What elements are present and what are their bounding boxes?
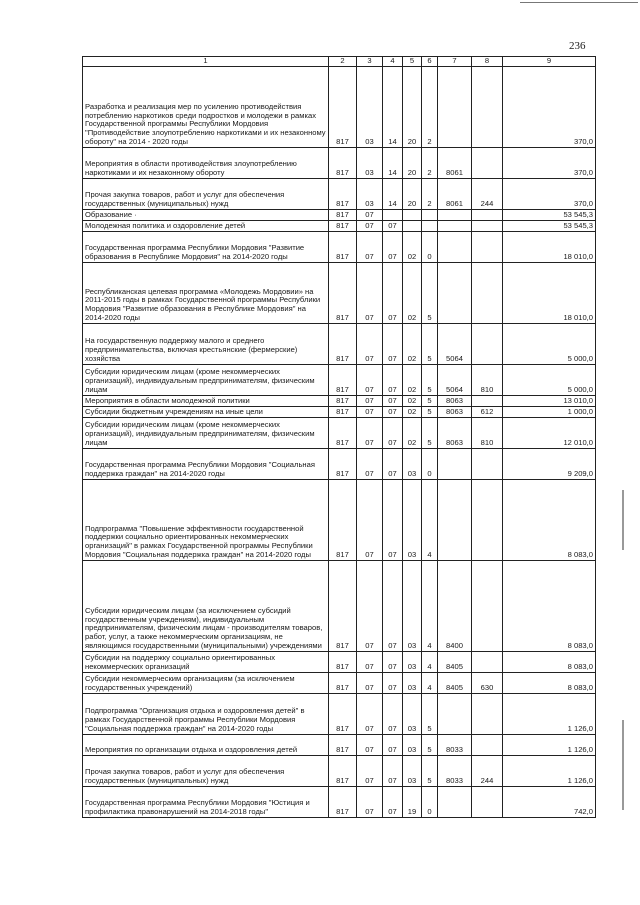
row-program-code: 03 [403,756,422,787]
table-row [83,418,596,449]
row-section-code: 07 [357,210,383,221]
row-direction-code: 8063 [438,418,472,449]
table-row [83,407,596,418]
row-name: Субсидии юридическим лицам (за исключением субсидий государственным учреждениям), индивидуальным предпринимателям, физическим лицам - производителям товаров, работ, услуг, а также некоммерческим организациям, не являющимся государственными (муниципальными) учреждениями [83,561,329,652]
row-subprogram-code: 4 [422,480,438,561]
row-amount: 1 126,0 [503,735,596,756]
column-header: 7 [438,57,472,67]
row-subprogram-code: 5 [422,407,438,418]
column-header: 8 [472,57,503,67]
table-row [83,673,596,694]
table-row [83,365,596,396]
row-section-code: 07 [357,407,383,418]
row-subsection-code: 07 [383,561,403,652]
row-admin-code: 817 [329,396,357,407]
row-subprogram-code: 2 [422,179,438,210]
row-name: Прочая закупка товаров, работ и услуг для обеспечения государственных (муниципальных) нужд [83,756,329,787]
row-name: Государственная программа Республики Мордовия "Юстиция и профилактика правонарушений на 2014-2018 годы" [83,787,329,818]
row-program-code: 20 [403,148,422,179]
row-subsection-code: 07 [383,694,403,735]
table-row [83,396,596,407]
row-subsection-code: 14 [383,148,403,179]
row-program-code: 02 [403,407,422,418]
row-subprogram-code: 5 [422,418,438,449]
row-direction-code [438,67,472,148]
row-program-code: 03 [403,735,422,756]
row-expense-type [472,148,503,179]
page-number: 236 [569,40,586,52]
row-amount: 13 010,0 [503,396,596,407]
row-amount: 5 000,0 [503,324,596,365]
row-expense-type: 810 [472,365,503,396]
row-name: Субсидии юридическим лицам (кроме некоммерческих организаций), индивидуальным предпринимателям, физическим лицам [83,365,329,396]
row-admin-code: 817 [329,365,357,396]
row-subprogram-code [422,210,438,221]
row-subsection-code: 14 [383,179,403,210]
row-expense-type: 612 [472,407,503,418]
row-direction-code: 8400 [438,561,472,652]
row-subprogram-code: 4 [422,673,438,694]
row-expense-type [472,652,503,673]
row-expense-type [472,480,503,561]
row-section-code: 07 [357,787,383,818]
row-expense-type [472,449,503,480]
row-subprogram-code: 5 [422,694,438,735]
table-row [83,694,596,735]
row-amount: 370,0 [503,148,596,179]
row-subsection-code: 07 [383,449,403,480]
row-admin-code: 817 [329,694,357,735]
row-direction-code: 8405 [438,652,472,673]
row-amount: 8 083,0 [503,480,596,561]
row-section-code: 07 [357,365,383,396]
budget-table [82,56,596,818]
row-expense-type: 630 [472,673,503,694]
row-direction-code: 5064 [438,365,472,396]
row-direction-code [438,694,472,735]
table-row [83,179,596,210]
row-admin-code: 817 [329,480,357,561]
row-section-code: 07 [357,263,383,324]
table-body [83,67,596,818]
row-direction-code [438,232,472,263]
row-subsection-code: 07 [383,221,403,232]
row-section-code: 07 [357,418,383,449]
row-name: Подпрограмма "Организация отдыха и оздоровления детей" в рамках Государственной программы Республики Мордовия "Социальная поддержка граждан" на 2014-2020 годы [83,694,329,735]
scan-edge-mark [622,490,624,550]
row-program-code: 02 [403,324,422,365]
row-section-code: 07 [357,396,383,407]
row-admin-code: 817 [329,148,357,179]
row-subprogram-code [422,221,438,232]
row-subprogram-code: 4 [422,652,438,673]
row-program-code: 02 [403,418,422,449]
row-admin-code: 817 [329,221,357,232]
row-program-code: 03 [403,449,422,480]
row-expense-type [472,232,503,263]
row-program-code: 02 [403,263,422,324]
row-admin-code: 817 [329,263,357,324]
table-row [83,756,596,787]
table-row [83,221,596,232]
row-subsection-code: 07 [383,735,403,756]
row-program-code: 02 [403,365,422,396]
row-expense-type [472,787,503,818]
row-subprogram-code: 2 [422,67,438,148]
row-subprogram-code: 0 [422,232,438,263]
row-amount: 1 126,0 [503,694,596,735]
row-admin-code: 817 [329,232,357,263]
row-program-code: 03 [403,673,422,694]
row-program-code: 03 [403,694,422,735]
row-subsection-code: 07 [383,418,403,449]
row-subsection-code: 07 [383,396,403,407]
row-subsection-code: 07 [383,673,403,694]
row-name: Субсидии бюджетным учреждениям на иные цели [83,407,329,418]
row-section-code: 07 [357,673,383,694]
row-admin-code: 817 [329,67,357,148]
row-section-code: 03 [357,148,383,179]
row-program-code: 02 [403,232,422,263]
row-subsection-code: 07 [383,756,403,787]
row-admin-code: 817 [329,407,357,418]
row-section-code: 07 [357,694,383,735]
row-direction-code: 8063 [438,407,472,418]
row-admin-code: 817 [329,561,357,652]
row-section-code: 07 [357,480,383,561]
row-direction-code: 8033 [438,735,472,756]
row-admin-code: 817 [329,324,357,365]
row-amount: 370,0 [503,67,596,148]
row-name: Субсидии юридическим лицам (кроме некоммерческих организаций), индивидуальным предпринимателям, физическим лицам [83,418,329,449]
row-name: Мероприятия в области противодействия злоупотреблению наркотиками и их незаконному обороту [83,148,329,179]
row-name: Государственная программа Республики Мордовия "Развитие образования в Республике Мордовия" на 2014-2020 годы [83,232,329,263]
row-expense-type [472,221,503,232]
table-row [83,735,596,756]
column-header: 1 [83,57,329,67]
row-direction-code [438,480,472,561]
row-subsection-code: 07 [383,407,403,418]
row-program-code: 02 [403,396,422,407]
scan-top-marks [520,2,638,5]
row-section-code: 03 [357,179,383,210]
row-name: Молодежная политика и оздоровление детей [83,221,329,232]
row-expense-type: 810 [472,418,503,449]
table-row [83,480,596,561]
row-direction-code: 8405 [438,673,472,694]
row-amount: 370,0 [503,179,596,210]
row-subsection-code: 07 [383,365,403,396]
row-direction-code: 8063 [438,396,472,407]
row-name: Субсидии на поддержку социально ориентированных некоммерческих организаций [83,652,329,673]
row-subprogram-code: 5 [422,263,438,324]
row-expense-type [472,324,503,365]
table-row [83,67,596,148]
row-section-code: 07 [357,756,383,787]
row-admin-code: 817 [329,756,357,787]
row-subsection-code: 07 [383,480,403,561]
row-name: Мероприятия по организации отдыха и оздоровления детей [83,735,329,756]
row-program-code: 20 [403,179,422,210]
row-subprogram-code: 5 [422,756,438,787]
row-direction-code [438,210,472,221]
table-row [83,148,596,179]
row-amount: 53 545,3 [503,221,596,232]
column-header: 6 [422,57,438,67]
row-admin-code: 817 [329,652,357,673]
row-expense-type [472,396,503,407]
row-name: Подпрограмма "Повышение эффективности государственной поддержки социально ориентированных некоммерческих организаций" в рамках Государственной программы Республики Мордовия "Социальная поддержка граждан" на 2014-2020 годы [83,480,329,561]
row-name: Государственная программа Республики Мордовия "Социальная поддержка граждан" на 2014-2020 годы [83,449,329,480]
table-header-row [83,57,596,67]
row-amount: 5 000,0 [503,365,596,396]
row-section-code: 03 [357,67,383,148]
row-program-code: 03 [403,480,422,561]
row-section-code: 07 [357,221,383,232]
row-amount: 8 083,0 [503,561,596,652]
row-admin-code: 817 [329,210,357,221]
row-direction-code: 8061 [438,148,472,179]
table-row [83,324,596,365]
row-expense-type [472,561,503,652]
table-row [83,787,596,818]
row-program-code: 20 [403,67,422,148]
column-header: 9 [503,57,596,67]
row-direction-code [438,221,472,232]
row-amount: 1 126,0 [503,756,596,787]
column-header: 2 [329,57,357,67]
row-section-code: 07 [357,561,383,652]
row-amount: 9 209,0 [503,449,596,480]
row-subprogram-code: 5 [422,735,438,756]
row-expense-type [472,735,503,756]
row-name: Мероприятия в области молодежной политики [83,396,329,407]
row-direction-code: 5064 [438,324,472,365]
row-expense-type [472,67,503,148]
row-subsection-code: 07 [383,652,403,673]
row-expense-type: 244 [472,179,503,210]
row-subprogram-code: 5 [422,365,438,396]
row-expense-type: 244 [472,756,503,787]
row-direction-code [438,787,472,818]
row-subprogram-code: 0 [422,787,438,818]
row-program-code: 19 [403,787,422,818]
row-section-code: 07 [357,735,383,756]
row-amount: 18 010,0 [503,232,596,263]
row-direction-code [438,263,472,324]
row-subprogram-code: 0 [422,449,438,480]
column-header: 4 [383,57,403,67]
row-name: Прочая закупка товаров, работ и услуг для обеспечения государственных (муниципальных) нужд [83,179,329,210]
row-expense-type [472,210,503,221]
row-amount: 742,0 [503,787,596,818]
row-amount: 18 010,0 [503,263,596,324]
row-amount: 8 083,0 [503,673,596,694]
row-expense-type [472,694,503,735]
row-admin-code: 817 [329,449,357,480]
table-row [83,263,596,324]
row-name: Образование · [83,210,329,221]
row-name: Субсидии некоммерческим организациям (за исключением государственных учреждений) [83,673,329,694]
row-program-code: 03 [403,561,422,652]
row-direction-code: 8061 [438,179,472,210]
row-section-code: 07 [357,232,383,263]
row-name: На государственную поддержку малого и среднего предпринимательства, включая крестьянские (фермерские) хозяйства [83,324,329,365]
row-section-code: 07 [357,652,383,673]
row-section-code: 07 [357,449,383,480]
row-amount: 8 083,0 [503,652,596,673]
row-program-code: 03 [403,652,422,673]
row-direction-code [438,449,472,480]
row-subsection-code: 07 [383,232,403,263]
row-subprogram-code: 5 [422,324,438,365]
row-subprogram-code: 5 [422,396,438,407]
row-expense-type [472,263,503,324]
row-admin-code: 817 [329,735,357,756]
row-subsection-code: 07 [383,324,403,365]
row-admin-code: 817 [329,673,357,694]
column-header: 3 [357,57,383,67]
scan-edge-mark [622,720,624,810]
row-amount: 1 000,0 [503,407,596,418]
row-subprogram-code: 4 [422,561,438,652]
row-subsection-code: 07 [383,263,403,324]
row-name: Республиканская целевая программа «Молодежь Мордовии» на 2011-2015 годы в рамках Государственной программы Республики Мордовия "Развитие образования в Республике Мордовия" на 2014-2020 годы [83,263,329,324]
table-row [83,449,596,480]
row-subsection-code: 14 [383,67,403,148]
table-row [83,652,596,673]
row-amount: 53 545,3 [503,210,596,221]
row-admin-code: 817 [329,179,357,210]
table-row [83,232,596,263]
row-amount: 12 010,0 [503,418,596,449]
table-row [83,561,596,652]
row-admin-code: 817 [329,787,357,818]
row-subsection-code: 07 [383,787,403,818]
row-section-code: 07 [357,324,383,365]
row-name: Разработка и реализация мер по усилению противодействия потреблению наркотиков среди подростков и молодежи в рамках Государственной программы Республики Мордовия "Противодействие злоупотреблению наркотиками и их незаконному обороту" на 2014 - 2020 годы [83,67,329,148]
row-subsection-code [383,210,403,221]
row-program-code [403,210,422,221]
row-admin-code: 817 [329,418,357,449]
table-row [83,210,596,221]
row-program-code [403,221,422,232]
row-direction-code: 8033 [438,756,472,787]
row-subprogram-code: 2 [422,148,438,179]
column-header: 5 [403,57,422,67]
